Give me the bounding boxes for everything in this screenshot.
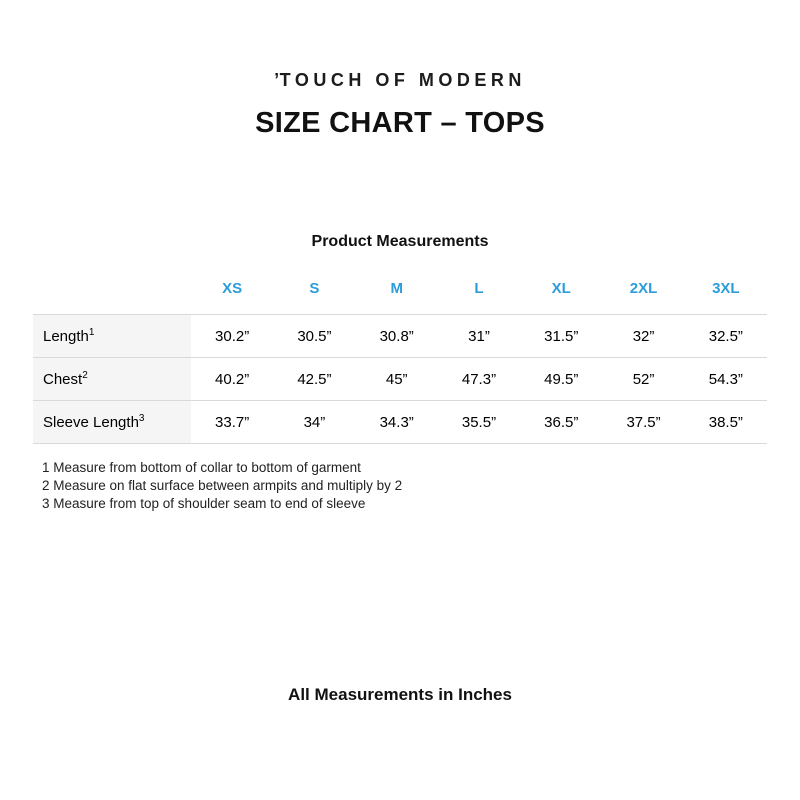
measurement-cell: 34.3”	[356, 401, 438, 444]
size-column-header-l: L	[474, 280, 484, 297]
measurement-cell: 34”	[273, 401, 355, 444]
measurement-cell: 36.5”	[520, 401, 602, 444]
row-label-text: Chest	[43, 371, 83, 388]
footnotes	[42, 459, 800, 513]
table-row-sleeve-length	[33, 401, 767, 444]
size-column-header-2xl: 2XL	[629, 280, 658, 297]
footnote-ref: 2	[82, 370, 88, 381]
measurement-cell: 30.2”	[191, 315, 273, 358]
measurement-cell: 32.5”	[685, 315, 767, 358]
brand-logo	[0, 0, 800, 91]
size-column-header-m: M	[390, 280, 403, 297]
footnote-ref: 1	[88, 327, 95, 338]
size-column-header-xl: XL	[551, 280, 571, 297]
brand-logo-text: TOUCH OF MODERN	[279, 70, 526, 90]
row-label-text: Length	[43, 328, 89, 345]
measurement-cell: 30.5”	[273, 315, 355, 358]
size-header-row	[33, 280, 767, 315]
footer-note: All Measurements in Inches	[288, 684, 512, 704]
row-label-text: Sleeve Length	[43, 414, 139, 431]
measurement-cell: 42.5”	[273, 358, 355, 401]
footnote-3: 3 Measure from top of shoulder seam to end of sleeve	[42, 495, 366, 511]
row-label-sleeve-length	[33, 401, 191, 444]
page-title: SIZE CHART – TOPS	[255, 107, 545, 139]
size-column-header-3xl: 3XL	[712, 280, 740, 297]
empty-header-cell	[33, 280, 191, 315]
measurement-cell: 31”	[438, 315, 520, 358]
measurement-cell: 54.3”	[685, 358, 767, 401]
measurement-cell: 49.5”	[520, 358, 602, 401]
row-label-length	[33, 315, 191, 358]
measurement-cell: 32”	[602, 315, 684, 358]
footnote-1: 1 Measure from bottom of collar to bottom of garment	[42, 460, 361, 475]
measurement-cell: 33.7”	[191, 401, 273, 444]
size-column-header-s: S	[309, 280, 320, 297]
measurement-cell: 52”	[602, 358, 684, 401]
measurement-cell: 37.5”	[602, 401, 684, 444]
measurement-cell: 38.5”	[685, 401, 767, 444]
measurement-cell: 40.2”	[191, 358, 273, 401]
table-row-chest	[33, 358, 767, 401]
measurement-cell: 35.5”	[438, 401, 520, 444]
measurement-cell: 45”	[356, 358, 438, 401]
measurement-cell: 47.3”	[438, 358, 520, 401]
measurement-cell: 30.8”	[356, 315, 438, 358]
footnote-2: 2 Measure on flat surface between armpits and multiply by 2	[42, 477, 403, 493]
logo-apostrophe-mark: ’	[274, 70, 280, 90]
size-chart-table	[33, 280, 767, 444]
footnote-ref: 3	[138, 413, 145, 424]
table-row-length	[33, 315, 767, 358]
measurement-cell: 31.5”	[520, 315, 602, 358]
size-column-header-xs: XS	[222, 280, 243, 297]
section-title: Product Measurements	[311, 233, 489, 250]
row-label-chest	[33, 358, 191, 401]
